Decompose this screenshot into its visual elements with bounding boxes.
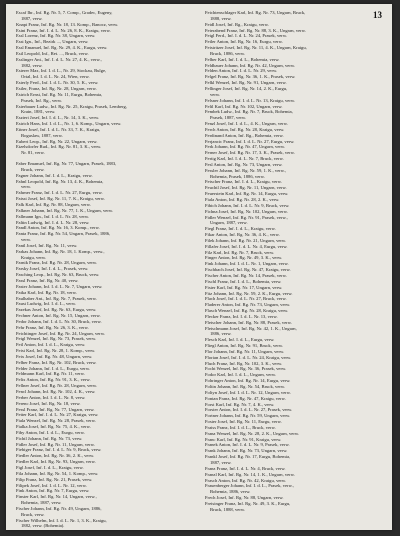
entry-line: Fila Johann, Inf. Rg. Nr. 54, 1. Komp., verw. (16, 470, 99, 476)
entry-continuation: Prasek, Inf. Rg., verw. (21, 97, 63, 103)
entry-line: Figl Josef, Inf. I. d. L., Kraigu, verw. (16, 464, 84, 470)
entry-line: Fesl Anton, Inf. Rg. Nr. 73, Ungarn, verw. (205, 161, 283, 167)
entry-line: Frech Josef, Inf. Rg. Nr. 88, Ungarn, verw. (205, 495, 284, 501)
entry-line: Faster Johann, Inf. I. d. L. Nr. 7, Ungarn, verw. (16, 283, 103, 289)
entry-line: Fallmann Ign., Inf. I. d. L. Nr. 28, verw. (16, 213, 90, 219)
list-entry (205, 45, 383, 57)
entry-line: Fazekas Josef, Inf. Rg. Nr. 63, Eurgu, verw. (16, 307, 97, 313)
entry-line: Eszteri Josef, Inf. I. d. L., Nr. 14, 3. K., verw. (16, 115, 100, 121)
entry-line: Fechner Anton, Inf. Rg. Nr. 15, Ungarn, verw. (16, 313, 101, 319)
entry-line: Foltin Johann, Inf. Rg. Nr. 54, Bruck, verw. (205, 384, 286, 389)
entry-line: Feidl Josef, Inf. Rg., Kraigu, verw. (205, 21, 269, 27)
list-entry (16, 179, 194, 191)
entry-continuation: Bruck, 1888, verw. (210, 506, 246, 512)
list-entry (205, 454, 383, 466)
entry-line: Faisst Josef, Inf. Rg. Nr. 11, 7. K., Kraigu, verw. (16, 196, 105, 202)
entry-line: Fontan Franz, Inf. Rg. Nr. 47, Kraigu, verw. (205, 395, 286, 401)
entry-line: Fischbach Josef, Inf. Rg. Nr. 47, Kraigu, verw. (205, 267, 291, 273)
entry-line: Fahnl Leopold, Inf. Rg. Nr. 13, 4. K., Bohemia, (16, 178, 104, 184)
entry-line: Feigl Wenzel, Inf. Rg. Nr. 73, Prasek, verw. (16, 336, 97, 342)
entry-line: Feltl Karl, Inf. Rg. Nr. 102, Ungarn, verw. (205, 103, 283, 109)
entry-line: Esst Ign., Inf., Bezirk ..., Ungarn, verw. (16, 39, 89, 45)
entry-line: Essl Lorenz, Inf. Rg. Nr. 38, Ungarn, verw. (16, 33, 96, 39)
entry-line: Fitz Johann, Inf. Rg. Nr. 59, 2. K., Eurgu, verw. (205, 290, 293, 296)
entry-line: Fertig Karl, Inf. I. d. L. Nr. 7, Bruck, verw. (205, 156, 284, 162)
entry-line: Franz Franz, Inf. I. d. L. Nr. 4, Bruck, verw. (205, 465, 286, 471)
entry-line: Ferdinand Anton, Inf. Rg., Bohemia, verw. (205, 132, 284, 138)
entry-line: Felgel Franz, Inf. Rg. Nr. 36, 1. K., Prasek, verw. (205, 74, 296, 80)
entry-line: Fialka Josef, Inf. Rg. Nr. 75, 4. K., verw. (16, 424, 91, 430)
entry-line: Fink Johann, Inf. I. d. L. Nr. 1, Ungarn, verw. (205, 261, 289, 267)
entry-line: Fessl Franz, Inf. Rg. Nr. 77, Ungarn, verw. (16, 406, 95, 412)
entry-line: Faust Ludwig, Inf. I. d. L., verw. (16, 301, 77, 307)
entry-line: Feierabend Franz, Inf. Rg. Nr. 88, 3. K., Ungarn, verw. (205, 27, 306, 33)
entry-line: Fencl Johann, Inf. Rg. Nr. 102, 4. K., verw. (16, 389, 96, 394)
entry-line: Fanta Franz, Inf. Rg. Nr. 54, Ungarn, Prasek, 1886, (16, 231, 111, 237)
entry-line: Fahrner Franz, Inf. I. d. L. Nr. 27, Eurgu, verw. (16, 190, 103, 196)
entry-line: Fraiss Franz, Inf. I. d. L., Bruck, verw. (205, 424, 276, 430)
entry-line: Felsner Johann, Inf. I. d. L. Nr. 13, Kraigu, verw. (205, 97, 296, 103)
entry-line: Essl Emanuel, Inf. Rg. Nr. 29, 4. K., Eurgu, verw. (16, 45, 108, 51)
entry-line: Fiby Anton, Inf. I. d. L., Eurgu, verw. (16, 429, 85, 435)
entry-line: Farsky Josef, Inf. I. d. L., Prasek, verw. (16, 266, 89, 272)
entry-line: Fiedler Karl, Inf. Rg. Nr. 93, Ungarn, verw. (16, 459, 96, 465)
entry-line: Ferner Josef, Inf. Rg. Nr. 17, 3. K., Prasek, verw. (205, 150, 295, 156)
entry-line: Estl Leopold, Inf., Ret. ..., Bruck, verw. (16, 50, 89, 56)
entry-line: Fagner Johann, Inf. I. d. L., Kraigu, verw. (16, 172, 93, 178)
entry-continuation: 1882, verw. (Bohemia). (21, 523, 65, 529)
entry-line: Filz Karl, Inf. Rg. Nr. 7, Bruck, verw. (205, 249, 275, 255)
right-column (205, 10, 383, 513)
list-entry (16, 104, 194, 116)
entry-continuation: 1886, verw. (210, 331, 232, 337)
entry-line: Feil Anton, Inf. I. d. L., Kraigu, verw. (16, 342, 86, 348)
entry-line: Esterbauer Ludw., Inf. Rg. Nr. 25, Kraigu, Prasek, Lemberg, (16, 103, 127, 109)
entry-line: Fister Karl, Inf. Rg. Nr. 17, Ungarn, verw. (205, 284, 283, 290)
entry-line: Fortner Johann, Inf. Rg. Nr. 59, Ungarn, verw. (205, 413, 291, 419)
list-entry (205, 109, 383, 121)
entry-line: Forster Anton, Inf. I. d. L. Nr. 27, Prasek, verw. (205, 407, 293, 413)
entry-continuation: verw. (210, 91, 221, 97)
entry-line: Fiala Wenzel, Inf. Rg. Nr. 28, Prasek, verw. (16, 418, 96, 424)
entry-line: Farkas Johann, Inf. Rg. Nr. 18, 1. Komp., verw., (16, 248, 105, 254)
entry-line: Fetter Karl, Inf. I. d. L. Nr. 27, Kraigu, verw. (16, 412, 99, 418)
entry-line: Fichna Josef, Inf. Rg. Nr. 102, Ungarn, verw. (205, 208, 288, 214)
entry-continuation: Prasek, 1887, verw. (210, 115, 247, 121)
entry-line: Fikar Anton, Inf. Rg. Nr. 36, 4. K., verw. (205, 232, 280, 238)
entry-line: Filek Johann, Inf. Rg. Nr. 21, Ungarn, verw. (205, 237, 287, 243)
entry-line: Estler, Franz, Inf. Rg. Nr. 28, Ungarn, verw. (16, 85, 97, 91)
entry-line: Frasch Anton, Inf. Rg. Nr. 42, Kraigu, verw. (205, 477, 287, 483)
entry-line: Feiler Anton, Inf. Rg. Nr. 16, Eurgu, verw. (205, 39, 283, 45)
entry-line: Knapi Franz, Inf. Rg. Nr. 18, 13. Komp., Banocz, verw. (16, 21, 119, 27)
entry-line: Fiala Anton, Inf. Rg. Nr. 28, 2. K., verw. (205, 197, 280, 202)
list-entry (16, 127, 194, 139)
entry-line: Ferjancic Franz, Inf. I. d. L. Nr. 27, Eurgu, verw. (205, 138, 295, 144)
entry-line: Falkner Johann, Inf. Rg. Nr. 77, 1. K., Ungarn, verw. (16, 207, 114, 213)
entry-line: Ferber Anton, Inf. I. d. L. Nr. 8, verw. (16, 394, 86, 400)
entry-continuation: 1887, verw. (21, 15, 43, 21)
entry-line: Feuerstein Karl, Inf. Rg. Nr. 14, Eurgu, verw. (205, 191, 289, 197)
entry-line: Forst Karl, Inf. Rg. Nr. 7, 4. K., verw. (205, 401, 275, 407)
list-entry (16, 518, 194, 530)
entry-line: Feigl Ferd., Inf. I. d. L. Nr. 24, Prasek, verw. (205, 33, 287, 39)
entry-line: Frauenberger Johann, Inf. I. d. L., Prasek, verw., (205, 483, 294, 489)
entry-continuation: Bruck, verw. (21, 511, 45, 517)
entry-line: Estrich Ernst, Inf. Rg. Nr. 11, Eurgu, Bohemia, (16, 91, 103, 97)
entry-line: Flach Josef, Inf. I. d. L. Nr. 27, Bruck, verw. (205, 296, 287, 302)
document-page (6, 4, 392, 530)
list-entry (16, 249, 194, 261)
entry-continuation: Bohemia, Prasek, 1886, verw. (210, 173, 265, 179)
entry-continuation: 1882, verw. (21, 62, 43, 68)
entry-continuation: 1887, verw. (210, 459, 232, 465)
entry-line: Flesch Karl, Inf. I. d. L., Eurgu, verw. (205, 337, 275, 343)
entry-line: Feistritzer Josef, Inf. Rg. Nr. 11, 4. K., Ungarn, Kraigu, (205, 45, 307, 51)
list-entry (16, 144, 194, 156)
entry-line: Flasch Wenzel, Inf. Rg. Nr. 28, Kraigu, verw. (205, 308, 289, 314)
entry-line: Fembek Ludw., Inf. Rg. Nr. 7, Bruck, Bohemia, (205, 109, 293, 115)
entry-continuation: verw. (21, 237, 32, 243)
entry-line: Fischer Anton, Inf. Rg. Nr. 14, Prasek, verw. (205, 272, 287, 278)
entry-line: Esterly Ferd., Inf. I. d. L. Nr. 30, 5. K., verw. (16, 80, 99, 86)
entry-line: Faber Emanuel, Inf. Rg. Nr. 77, Ungarn, Prasek, 1883, (16, 161, 117, 167)
entry-continuation: Bohemia, 1886, verw. (210, 489, 251, 495)
entry-line: Eubert Leop., Inf. Rg. Nr. 22, Ungarn, verw. (16, 138, 98, 144)
entry-line: Franek Anton, Inf. I. d. L. Nr. 9, Prasek, verw. (205, 442, 290, 448)
list-entry (16, 57, 194, 69)
entry-line: Ferk Johann, Inf. Rg. Nr. 47, Ungarn, verw. (205, 144, 286, 150)
entry-continuation: Bohemia, 1887, verw. (21, 500, 62, 506)
entry-line: Estrich Hans, Inf. I. d. L., Nr. 1, 6. Komp., Ungarn, verw. (16, 121, 122, 127)
entry-line: Fiegl Franz, Inf. I. d. L., Kraigu, verw. (205, 226, 276, 232)
entry-continuation: verw. (21, 184, 32, 190)
entry-line: Felber Karl, Inf. I. d. L., Bohemia, verw. (205, 56, 280, 62)
entry-line: Freisinger Franz, Inf. Rg. Nr. 49, 3. K., Eurgu, (205, 500, 291, 506)
entry-line: Fohringer Anton, Inf. Rg. Nr. 14, Eurgu, verw. (205, 378, 291, 384)
entry-line: Fiebiger Franz, Inf. I. d. L. Nr. 9, Bruck, verw. (16, 447, 102, 453)
list-entry (205, 326, 383, 338)
entry-continuation: Ungarn, 1887, verw. (210, 220, 248, 226)
entry-continuation: Boguslaw, 1887, verw. (21, 132, 63, 138)
entry-line: Feldmann Karl, Inf. Rg. Nr. 11, verw. (16, 371, 85, 377)
entry-line: Fasching Leop., Inf. Rg. Nr. 63, Bruck, verw. (16, 272, 100, 278)
list-entry (205, 483, 383, 495)
entry-line: Feldbauer Johann, Inf. Rg. Nr. 42, Ungarn, verw. (205, 62, 296, 68)
entry-line: Fluch Franz, Inf. Rg. Nr. 102, 3. K., verw. (205, 360, 283, 366)
list-entry (205, 168, 383, 180)
entry-line: Feix Josef, Inf. Rg. Nr. 48, Ungarn, verw. (16, 353, 93, 359)
entry-line: Feist Karl, Inf. Rg. Nr. 28, 1. Komp., verw. (16, 348, 96, 354)
list-entry (205, 10, 383, 22)
list-entry (16, 68, 194, 80)
entry-line: Felix Anton, Inf. Rg. Nr. 91, 3. K., verw. (16, 377, 91, 383)
entry-line: Fassl Franz, Inf. Rg. Nr. 40, verw. (16, 277, 79, 283)
entry-line: Fedor Johann, Inf. I. d. L. Nr. 30, Bruck, verw. (16, 318, 102, 324)
entry-continuation: Kraigu, verw. (21, 254, 47, 260)
entry-continuation: Bruck, 1886, verw. (210, 50, 246, 56)
entry-line: Focht Wenzel, Inf. Rg. Nr. 36, Prasek, verw. (205, 366, 287, 372)
entry-continuation: Ortal, Inf. I. d. L. Nr. 24, Wien, verw. (21, 74, 90, 80)
entry-line: Fiedler Anton, Inf. Rg. Nr. 36, 2. K., verw. (16, 453, 95, 459)
entry-line: Felber Franz, Inf. Rg. Nr. 102, Bruck, verw. (16, 359, 97, 365)
entry-line: Fleischer Johann, Inf. Rg. Nr. 88, Prasek, verw. (205, 319, 292, 325)
entry-line: Fehr Franz, Inf. Rg. Nr. 26, 3. K., verw. (16, 324, 89, 330)
page-number: 13 (373, 10, 382, 20)
entry-line: Escaf Ibr., Inf. Rg. Nr. 5, 7. Comp., Gradec, Eugeny, (16, 10, 113, 15)
entry-line: Fidler Wenzel, Inf. Rg. Nr. 91, Prasek, verw., (205, 214, 288, 220)
entry-line: Fliegl Anton, Inf. Rg. Nr. 91, Bruck, verw. (205, 343, 284, 349)
entry-line: Fichtl Johann, Inf. Rg. Nr. 73, verw. (16, 435, 83, 441)
entry-line: Fladerer Anton, Inf. Rg. Nr. 73, Ungarn, verw. (205, 302, 291, 308)
entry-line: Fandl Anton, Inf. Rg. Nr. 16, 3. Komp., verw. (16, 225, 100, 231)
entry-line: Filipek Josef, Inf. I. d. L. Nr. 12, verw. (16, 482, 87, 488)
entry-line: Foltyn Josef, Inf. I. d. L. Nr. 12, Ungarn, verw. (205, 389, 291, 395)
list-entry (16, 161, 194, 173)
entry-continuation: Krain, 1881, verw. (21, 109, 56, 115)
entry-line: Faulhaber Ant., Inf. Rg. Nr. 7, Prasek, verw. (16, 295, 97, 301)
entry-line: Finger Anton, Inf. Rg. Nr. 49, 3. K., verw. (205, 255, 283, 261)
entry-line: Falk Karl, Inf. Rg. Nr. 88, Ungarn, verw. (16, 202, 91, 207)
entry-line: Fodor Karl, Inf. I. d. L., Ungarn, verw. (205, 372, 277, 378)
entry-line: Finster Karl, Inf. Rg. Nr. 14, Ungarn, verw., (16, 494, 97, 500)
entry-line: Fessler Johann, Inf. Rg. Nr. 59, 1. K., verw., (205, 167, 287, 173)
entry-line: Frankl Josef, Inf. Rg. Nr. 17, Eurgu, Bohemia, (205, 454, 291, 460)
entry-line: Fillafer Josef, Inf. I. d. L. Nr. 4, Eurgu, verw. (205, 243, 288, 249)
entry-line: Felkl Wenzel, Inf. Rg. Nr. 91, Ungarn, verw. (205, 80, 287, 86)
entry-line: Feichtinger Josef, Inf. Rg. Nr. 24, Ungarn, verw. (16, 330, 106, 336)
entry-line: Flecker Franz, Inf. I. d. L. Nr. 13, verw. (205, 313, 278, 319)
entry-line: Feuchtl Josef, Inf. Rg. Nr. 11, Ungarn, verw. (205, 185, 287, 191)
entry-line: Frana Wenzel, Inf. Rg. Nr. 28, 2. K., Ungarn, verw. (205, 430, 300, 436)
list-entry (16, 494, 194, 506)
entry-line: Felder Johann, Inf. I. d. L., Eurgu, verw. (16, 365, 90, 371)
entry-line: Fellinger Josef, Inf. Rg. Nr. 14, 2. K., Eurgu, (205, 85, 288, 91)
entry-line: Ferenc Josef, Inf. Rg. Nr. 18, verw. (16, 400, 81, 406)
entry-line: Flor Johann, Inf. Rg. Nr. 11, Ungarn, verw. (205, 348, 285, 354)
entry-line: Fink Anton, Inf. Rg. Nr. 7, Eurgu, verw. (16, 488, 90, 494)
list-entry (16, 231, 194, 243)
entry-continuation: Nr. 81, verw. (21, 150, 45, 156)
entry-line: Filip Franz, Inf. Rg. Nr. 21, Prasek, verw. (16, 476, 93, 482)
entry-line: Faltin Ludwig, Inf. I. d. L. Nr. 28, verw. (16, 219, 90, 225)
entry-line: Fantl Josef, Inf. Rg. Nr. 11, verw. (16, 242, 78, 248)
entry-line: Frank Johann, Inf. Rg. Nr. 73, Ungarn, verw. (205, 448, 288, 454)
entry-line: Fatka Karl, Inf. Rg. Nr. 18, verw. (16, 289, 77, 295)
entry-line: Foster Josef, Inf. Rg. Nr. 11, Eurgu, verw. (205, 419, 282, 425)
entry-line: Ferch Anton, Inf. Rg. Nr. 28, Kraigu, verw. (205, 126, 285, 132)
entry-line: Esini Franz, Inf. I. d. L. Nr. 26, 8. K., Kraigu, verw. (16, 27, 111, 33)
entry-line: Esslinger Ant., Inf. I. d. L. Nr. 27, 4. K., verw., (16, 56, 102, 62)
entry-line: Fellner Josef, Inf. Rg. Nr. 28, Ungarn, verw. (16, 383, 98, 389)
list-entry (205, 86, 383, 98)
entry-line: Franzl Karl, Inf. Rg. Nr. 14, 1. K., Ungarn, verw. (205, 471, 295, 477)
entry-line: Ettner Josef, Inf. I. d. L. Nr. 33, 7. K., Kraigu, (16, 126, 101, 132)
entry-continuation: Bruck, verw. (21, 166, 45, 172)
entry-line: Fenzl Josef, Inf. I. d. L., 4. K., Ungarn, verw. (205, 121, 288, 127)
entry-line: Fibich Johann, Inf. I. d. L. Nr. 9, Bruck, verw. (205, 202, 290, 208)
entry-line: Fetscher Franz, Inf. I. d. L., Kraigu, verw. (205, 179, 282, 185)
list-entry (16, 10, 194, 22)
entry-line: Fischer Wilhelm, Inf. I. d. L. Nr. 1, 3. K., Kraigu, (16, 517, 107, 523)
entry-line: Florian Josef, Inf. I. d. L. Nr. 24, Kraigu, verw. (205, 354, 292, 360)
entry-line: Fleischmann Josef, Inf. Rg. Nr. 42, 1. K., Ungarn, (205, 325, 297, 331)
list-entry (205, 501, 383, 513)
entry-continuation: 1888, verw. (210, 15, 232, 21)
entry-line: Franc Karl, Inf. Rg. Nr. 91, Kraigu, verw. (205, 436, 282, 442)
entry-line: Felden Anton, Inf. I. d. L. Nr. 29, verw. (205, 68, 278, 74)
entry-line: Fischl Franz, Inf. I. d. L., Bohemia, verw. (205, 278, 282, 284)
entry-line: Farnik Franz, Inf. Rg. Nr. 28, Ungarn, verw. (16, 260, 98, 266)
list-entry (16, 92, 194, 104)
entry-line: Feichtenschlager Karl, Inf. Rg. Nr. 73, Ungarn, Bruck, (205, 10, 306, 15)
left-column (16, 10, 194, 529)
entry-line: Esterer Max, Inf. I. d. L., Nr. 29, Stockau, Bulge, (16, 68, 107, 74)
list-entry (205, 215, 383, 227)
entry-line: Fischer Johann, Inf. Rg. Nr. 49, Ungarn, 1886, (16, 505, 102, 511)
entry-line: Etzelsdorfer Rud., Inf. Rg. Nr. 81, 3. K., verw. (16, 144, 102, 150)
list-entry (16, 506, 194, 518)
entry-line: Fidler Josef, Inf. Rg. Nr. 11, Ungarn, verw. (16, 441, 95, 447)
